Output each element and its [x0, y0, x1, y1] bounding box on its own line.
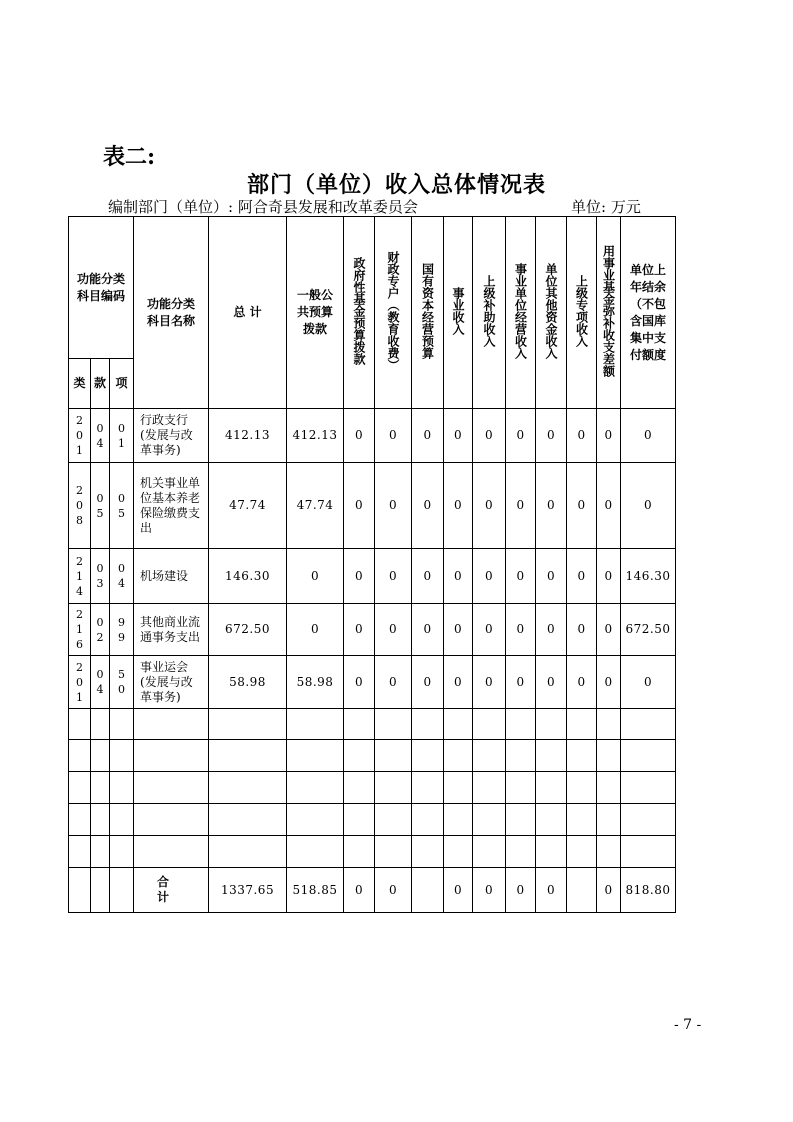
- code-kuan: 04: [91, 409, 110, 463]
- cell-general: 0: [287, 604, 344, 656]
- cell-total: 47.74: [209, 463, 287, 549]
- code-xiang: 01: [110, 409, 134, 463]
- cell-career-operating: 0: [506, 604, 536, 656]
- cell-fund-diff: 0: [597, 463, 621, 549]
- cell-total: 146.30: [209, 549, 287, 604]
- cell-gov-fund: 0: [344, 549, 375, 604]
- page-title: 部门（单位）收入总体情况表: [246, 172, 546, 198]
- code-xiang: 04: [110, 549, 134, 604]
- empty-row: [69, 836, 676, 868]
- total-cell-state-capital: [412, 868, 444, 913]
- cell-state-capital: 0: [412, 549, 444, 604]
- income-table: [68, 216, 676, 913]
- cell-fund-diff: 0: [597, 604, 621, 656]
- code-lei: 201: [69, 409, 91, 463]
- cell-career-income: 0: [444, 409, 473, 463]
- cell-state-capital: 0: [412, 656, 444, 709]
- cell-total: 58.98: [209, 656, 287, 709]
- org-line: 编制部门（单位）: 阿合奇县发展和改革委员会: [108, 198, 418, 216]
- total-cell-fund-diff: 0: [597, 868, 621, 913]
- header-superior-subsidy: 上级补助收入: [473, 217, 506, 409]
- header-total: 总 计: [209, 217, 287, 409]
- cell-other-funds: 0: [536, 604, 567, 656]
- cell-superior-special: 0: [567, 604, 597, 656]
- cell-other-funds: 0: [536, 463, 567, 549]
- total-cell-other-funds: 0: [536, 868, 567, 913]
- header-general: 一般公共预算拨款: [287, 217, 344, 409]
- header-xiang: 项: [110, 359, 134, 409]
- empty-row: [69, 804, 676, 836]
- cell-prior-balance: 0: [621, 463, 676, 549]
- total-label: 合 计: [134, 868, 209, 913]
- total-cell-special: 0: [375, 868, 412, 913]
- cell-superior-subsidy: 0: [473, 549, 506, 604]
- cell-superior-special: 0: [567, 656, 597, 709]
- header-career-operating: 事业单位经营收入: [506, 217, 536, 409]
- cell-gov-fund: 0: [344, 463, 375, 549]
- item-name: 机场建设: [134, 549, 209, 604]
- table-row: [69, 656, 676, 709]
- header-special: 财政专户（教育收费）: [375, 217, 412, 409]
- empty-row: [69, 772, 676, 804]
- cell-general: 412.13: [287, 409, 344, 463]
- code-kuan: 04: [91, 656, 110, 709]
- total-row: [69, 868, 676, 913]
- cell-career-operating: 0: [506, 409, 536, 463]
- table-row: [69, 409, 676, 463]
- cell-other-funds: 0: [536, 409, 567, 463]
- cell-career-operating: 0: [506, 463, 536, 549]
- header-career-income: 事业收入: [444, 217, 473, 409]
- header-kuan: 款: [91, 359, 110, 409]
- cell-career-income: 0: [444, 463, 473, 549]
- table-row: [69, 549, 676, 604]
- item-name: 事业运会(发展与改革事务): [134, 656, 209, 709]
- item-name: 机关事业单位基本养老保险缴费支出: [134, 463, 209, 549]
- cell-career-income: 0: [444, 549, 473, 604]
- header-fund-diff: 用事业基金弥补收支差额: [597, 217, 621, 409]
- code-lei: 214: [69, 549, 91, 604]
- cell-state-capital: 0: [412, 409, 444, 463]
- code-kuan: 03: [91, 549, 110, 604]
- header-row: [69, 217, 676, 359]
- cell-prior-balance: 146.30: [621, 549, 676, 604]
- code-lei: 208: [69, 463, 91, 549]
- total-cell-superior-special: [567, 868, 597, 913]
- cell-career-operating: 0: [506, 549, 536, 604]
- code-xiang: 05: [110, 463, 134, 549]
- cell-general: 0: [287, 549, 344, 604]
- cell-superior-subsidy: 0: [473, 463, 506, 549]
- total-cell-total: 1337.65: [209, 868, 287, 913]
- cell-superior-special: 0: [567, 549, 597, 604]
- cell-fund-diff: 0: [597, 549, 621, 604]
- cell-special: 0: [375, 409, 412, 463]
- cell-superior-subsidy: 0: [473, 656, 506, 709]
- cell-general: 58.98: [287, 656, 344, 709]
- cell-general: 47.74: [287, 463, 344, 549]
- cell-superior-subsidy: 0: [473, 409, 506, 463]
- code-xiang: 50: [110, 656, 134, 709]
- header-superior-special: 上级专项收入: [567, 217, 597, 409]
- cell-other-funds: 0: [536, 656, 567, 709]
- header-state-capital: 国有资本经营预算: [412, 217, 444, 409]
- cell-state-capital: 0: [412, 463, 444, 549]
- total-cell-general: 518.85: [287, 868, 344, 913]
- header-code-group: 功能分类科目编码: [69, 217, 134, 359]
- total-cell-prior-balance: 818.80: [621, 868, 676, 913]
- code-kuan: 02: [91, 604, 110, 656]
- item-name: 行政支行(发展与改革事务): [134, 409, 209, 463]
- cell-fund-diff: 0: [597, 409, 621, 463]
- cell-special: 0: [375, 604, 412, 656]
- unit-line: 单位: 万元: [571, 198, 641, 216]
- page-number: - 7 -: [674, 1017, 702, 1033]
- code-kuan: 05: [91, 463, 110, 549]
- total-cell-career-income: 0: [444, 868, 473, 913]
- cell-special: 0: [375, 463, 412, 549]
- header-name: 功能分类科目名称: [134, 217, 209, 409]
- section-label: 表二:: [103, 144, 156, 170]
- cell-superior-special: 0: [567, 409, 597, 463]
- table-row: [69, 463, 676, 549]
- cell-gov-fund: 0: [344, 656, 375, 709]
- cell-other-funds: 0: [536, 549, 567, 604]
- header-prior-balance: 单位上年结余（不包含国库集中支付额度: [621, 217, 676, 409]
- header-lei: 类: [69, 359, 91, 409]
- cell-prior-balance: 672.50: [621, 604, 676, 656]
- cell-special: 0: [375, 549, 412, 604]
- cell-career-operating: 0: [506, 656, 536, 709]
- cell-gov-fund: 0: [344, 604, 375, 656]
- cell-total: 412.13: [209, 409, 287, 463]
- empty-row: [69, 709, 676, 740]
- cell-gov-fund: 0: [344, 409, 375, 463]
- cell-career-income: 0: [444, 604, 473, 656]
- item-name: 其他商业流通事务支出: [134, 604, 209, 656]
- total-cell-career-operating: 0: [506, 868, 536, 913]
- header-other-funds: 单位其他资金收入: [536, 217, 567, 409]
- cell-prior-balance: 0: [621, 409, 676, 463]
- empty-row: [69, 740, 676, 772]
- cell-prior-balance: 0: [621, 656, 676, 709]
- cell-fund-diff: 0: [597, 656, 621, 709]
- cell-career-income: 0: [444, 656, 473, 709]
- code-lei: 216: [69, 604, 91, 656]
- total-cell-gov-fund: 0: [344, 868, 375, 913]
- cell-superior-special: 0: [567, 463, 597, 549]
- cell-special: 0: [375, 656, 412, 709]
- cell-state-capital: 0: [412, 604, 444, 656]
- code-xiang: 99: [110, 604, 134, 656]
- table-row: [69, 604, 676, 656]
- cell-superior-subsidy: 0: [473, 604, 506, 656]
- header-gov-fund: 政府性基金预算拨款: [344, 217, 375, 409]
- code-lei: 201: [69, 656, 91, 709]
- total-cell-superior-subsidy: 0: [473, 868, 506, 913]
- cell-total: 672.50: [209, 604, 287, 656]
